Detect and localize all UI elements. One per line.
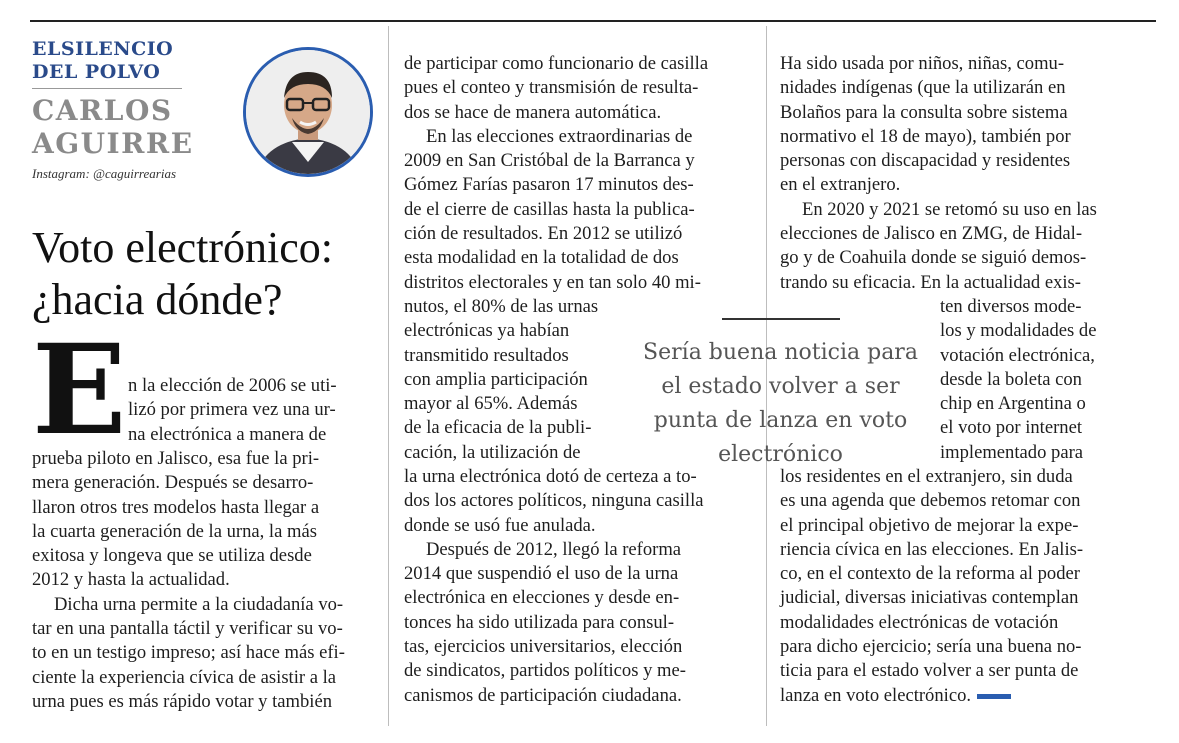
- text-line: dos se hace de manera automática.: [404, 101, 662, 123]
- text-line: ticia para el estado volver a ser punta de: [780, 660, 1079, 682]
- text-line: esta modalidad en la totalidad de dos: [404, 247, 679, 269]
- text-line: judicial, diversas iniciativas contemplan: [780, 587, 1079, 609]
- column-3-narrow: [940, 295, 1125, 465]
- text-line: es una agenda que debemos retomar con: [780, 490, 1081, 512]
- section-name: [32, 38, 182, 84]
- text-line: co, en el contexto de la reforma al poder: [780, 563, 1080, 585]
- pull-quote-line: electrónico: [718, 442, 843, 467]
- pull-quote-line: Sería buena noticia para: [643, 340, 918, 365]
- end-of-article-mark: [977, 694, 1011, 699]
- text-line: ciente la experiencia cívica de asistir a la: [32, 666, 337, 688]
- text-line: Bolaños para la consulta sobre sistema: [780, 101, 1068, 123]
- text-line: lanza en voto electrónico.: [780, 684, 972, 706]
- text-line: ten diversos mode-: [940, 296, 1082, 317]
- text-line: exitosa y longeva que se utiliza desde: [32, 545, 312, 567]
- text-line: go y de Coahuila donde se siguió demos-: [780, 247, 1087, 269]
- text-line: con amplia participación: [404, 368, 588, 390]
- text-line: de la eficacia de la publi-: [404, 417, 592, 439]
- text-line: donde se usó fue anulada.: [404, 514, 596, 536]
- text-line: modalidades electrónicas de votación: [780, 611, 1059, 633]
- author-instagram: Instagram: @caguirrearias: [32, 166, 177, 181]
- column-2-bottom: [404, 465, 748, 708]
- column-3-top: [780, 52, 1125, 295]
- text-line: 2009 en San Cristóbal de la Barranca y: [404, 150, 695, 172]
- text-line: en el extranjero.: [780, 174, 901, 196]
- column-divider: [388, 26, 389, 726]
- column-2-narrow: [404, 295, 622, 465]
- text-line: Ha sido usada por niños, niñas, comu-: [780, 53, 1065, 74]
- title-line: Voto electrónico:: [32, 223, 333, 272]
- section-line: ELSILENCIO: [32, 38, 174, 60]
- text-line: mera generación. Después se desarro-: [32, 472, 314, 494]
- text-line: 2012 y hasta la actualidad.: [32, 569, 230, 591]
- text-line: la urna electrónica dotó de certeza a to-: [404, 466, 697, 487]
- text-line: pues el conteo y transmisión de resulta-: [404, 77, 699, 99]
- text-line: 2014 que suspendió el uso de la urna: [404, 563, 679, 585]
- text-line: lizó por primera vez una ur-: [128, 399, 336, 421]
- text-line: de el cierre de casillas hasta la publica-: [404, 198, 695, 220]
- text-line: trando su eficacia. En la actualidad exis-: [780, 271, 1081, 293]
- text-line: prueba piloto en Jalisco, esa fue la pri-: [32, 448, 320, 469]
- text-line: n la elección de 2006 se uti-: [128, 375, 337, 396]
- drop-cap: E: [32, 318, 127, 463]
- section-line: DEL POLVO: [32, 61, 161, 83]
- portrait-illustration: [246, 50, 370, 174]
- text-line: cación, la utilización de: [404, 441, 581, 463]
- text-line: electrónica en elecciones y desde en-: [404, 587, 680, 609]
- text-line: implementado para: [940, 441, 1084, 463]
- author-line: AGUIRRE: [32, 127, 194, 160]
- text-line: riencia cívica en las elecciones. En Jalis-: [780, 538, 1084, 560]
- text-line: Dicha urna permite a la ciudadanía vo-: [54, 593, 344, 615]
- text-line: transmitido resultados: [404, 344, 569, 366]
- pull-quote-line: punta de lanza en voto: [653, 408, 908, 433]
- pull-quote-rule: [722, 318, 840, 320]
- text-line: nutos, el 80% de las urnas: [404, 296, 599, 317]
- author-photo: [243, 47, 373, 177]
- text-line: de sindicatos, partidos políticos y me-: [404, 660, 686, 682]
- text-line-last: [780, 684, 1125, 708]
- title-line: ¿hacia dónde?: [32, 275, 283, 324]
- article-title: [32, 222, 372, 326]
- column-3-bottom: [780, 465, 1125, 708]
- text-line: nidades indígenas (que la utilizarán en: [780, 77, 1066, 99]
- text-line: mayor al 65%. Además: [404, 393, 578, 415]
- text-line: En 2020 y 2021 se retomó su uso en las: [802, 198, 1097, 220]
- text-line: los residentes en el extranjero, sin duda: [780, 466, 1073, 487]
- text-line: personas con discapacidad y residentes: [780, 150, 1071, 172]
- section-rule: [32, 88, 182, 89]
- text-line: ción de resultados. En 2012 se utilizó: [404, 223, 683, 245]
- text-line: la cuarta generación de la urna, la más: [32, 520, 317, 542]
- pull-quote: [628, 336, 933, 472]
- text-line: el principal objetivo de mejorar la expe-: [780, 514, 1079, 536]
- author-line: CARLOS: [32, 94, 173, 127]
- text-line: votación electrónica,: [940, 344, 1095, 366]
- text-line: na electrónica a manera de: [128, 423, 327, 445]
- text-line: para dicho ejercicio; sería una buena no-: [780, 636, 1082, 658]
- text-line: chip en Argentina o: [940, 393, 1086, 415]
- text-line: Después de 2012, llegó la reforma: [426, 538, 682, 560]
- text-line: electrónicas ya habían: [404, 320, 570, 342]
- text-line: los y modalidades de: [940, 320, 1097, 342]
- text-line: normativo el 18 de mayo), también por: [780, 125, 1071, 147]
- text-line: de participar como funcionario de casilla: [404, 53, 709, 74]
- column-2-top: [404, 52, 748, 295]
- text-line: Gómez Farías pasaron 17 minutos des-: [404, 174, 694, 196]
- text-line: urna pues es más rápido votar y también: [32, 690, 332, 712]
- text-line: llaron otros tres modelos hasta llegar a: [32, 496, 320, 518]
- text-line: canismos de participación ciudadana.: [404, 684, 682, 706]
- column-1-bottom: [32, 447, 372, 714]
- top-rule: [30, 20, 1156, 22]
- text-line: distritos electorales y en tan solo 40 mi-: [404, 271, 701, 293]
- text-line: elecciones de Jalisco en ZMG, de Hidal-: [780, 223, 1083, 245]
- text-line: desde la boleta con: [940, 368, 1082, 390]
- text-line: tar en una pantalla táctil y verificar su vo-: [32, 618, 343, 640]
- text-line: dos los actores políticos, ninguna casilla: [404, 490, 704, 512]
- text-line: to en un testigo impreso; así hace más efi-: [32, 642, 345, 664]
- text-line: tonces ha sido utilizada para consul-: [404, 611, 675, 633]
- author-name: [32, 94, 232, 160]
- column-1-top: [128, 374, 372, 447]
- text-line: En las elecciones extraordinarias de: [426, 125, 693, 147]
- text-line: el voto por internet: [940, 417, 1082, 439]
- text-line: tas, ejercicios universitarios, elección: [404, 636, 683, 658]
- pull-quote-line: el estado volver a ser: [661, 374, 900, 399]
